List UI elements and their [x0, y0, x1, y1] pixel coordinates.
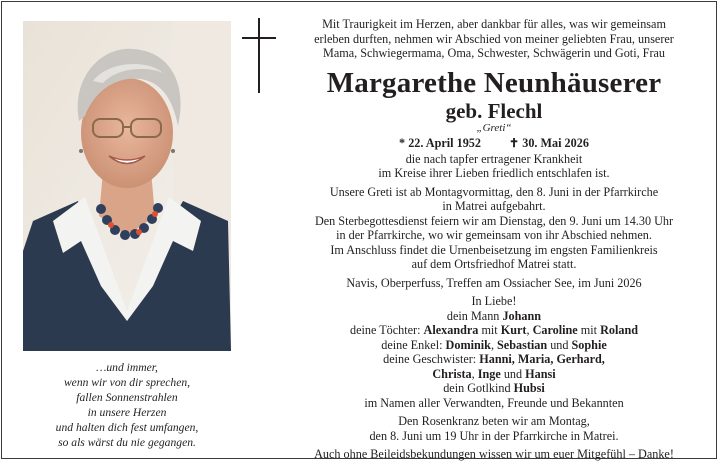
portrait-photo	[23, 21, 231, 351]
rosary-line: Den Rosenkranz beten wir am Montag,	[398, 414, 590, 428]
arrangement-line: in Matrei aufgebahrt.	[442, 199, 546, 213]
life-dates	[275, 135, 713, 152]
poem-line: fallen Sonnenstrahlen	[76, 391, 178, 405]
poem-line: in unsere Herzen	[87, 406, 167, 420]
arrangement-line: Im Anschluss findet die Urnenbeisetzung im engsten Familienkreis	[330, 242, 658, 257]
arrangement-line: Unsere Greti ist ab Montagvormittag, den 8. Juni in der Pfarrkirche	[329, 184, 659, 199]
arrangement-line: auf dem Ortsfriedhof Matrei statt.	[411, 257, 577, 271]
poem-line: so als wärst du nie gegangen.	[58, 436, 196, 450]
godchild-line: dein Gotlkind Hubsi	[443, 381, 545, 395]
cross-icon	[242, 18, 276, 93]
siblings-line: deine Geschwister: Hanni, Maria, Gerhard,	[383, 352, 605, 366]
husband-line: dein Mann Johann	[446, 308, 542, 323]
maiden-name: geb. Flechl	[445, 98, 543, 123]
memorial-poem	[24, 360, 230, 451]
daughters-line: deine Töchter: Alexandra mit Kurt, Caroline mit Roland	[349, 323, 639, 337]
poem-line: …und immer,	[96, 361, 158, 374]
siblings-line-2: Christa, Inge und Hansi	[432, 366, 556, 381]
intro-line: Mit Traurigkeit im Herzen, aber dankbar für alles, was wir gemeinsam	[322, 17, 666, 31]
death-date: ✝ 30. Mai 2026	[508, 135, 589, 150]
poem-line: und halten dich fest umfangen,	[55, 421, 199, 435]
in-love: In Liebe!	[471, 294, 517, 308]
intro-line: Mama, Schwiegermama, Oma, Schwester, Schwägerin und Goti, Frau	[322, 46, 666, 60]
deceased-name: Margarethe Neunhäuserer	[326, 66, 662, 99]
nickname: „Greti“	[476, 121, 512, 134]
grandchildren-line: deine Enkel: Dominik, Sebastian und Sophie	[381, 337, 607, 352]
arrangement-line: Den Sterbegottesdienst feiern wir am Dienstag, den 9. Juni um 14.30 Uhr	[314, 213, 674, 228]
intro-line: erleben durften, nehmen wir Abschied von meiner geliebten Frau, unserer	[314, 31, 674, 46]
passing-line: im Kreise ihrer Lieben friedlich entschlafen ist.	[378, 166, 610, 180]
notice-text	[275, 17, 713, 462]
relatives-line: im Namen aller Verwandten, Freunde und Bekannten	[364, 395, 624, 410]
passing-line: die nach tapfer ertragener Krankheit	[405, 151, 583, 166]
poem-line: wenn wir von dir sprechen,	[63, 376, 191, 390]
arrangement-line: in der Pfarrkirche, wo wir gemeinsam von ihr Abschied nehmen.	[336, 228, 652, 242]
place-date: Navis, Oberperfuss, Treffen am Ossiacher See, im Juni 2026	[346, 275, 642, 290]
thanks-line: Auch ohne Beileidsbekundungen wissen wir um euer Mitgefühl – Danke!	[314, 447, 674, 461]
birth-date: * 22. April 1952	[399, 135, 481, 150]
rosary-line: den 8. Juni um 19 Uhr in der Pfarrkirche in Matrei.	[369, 428, 619, 443]
